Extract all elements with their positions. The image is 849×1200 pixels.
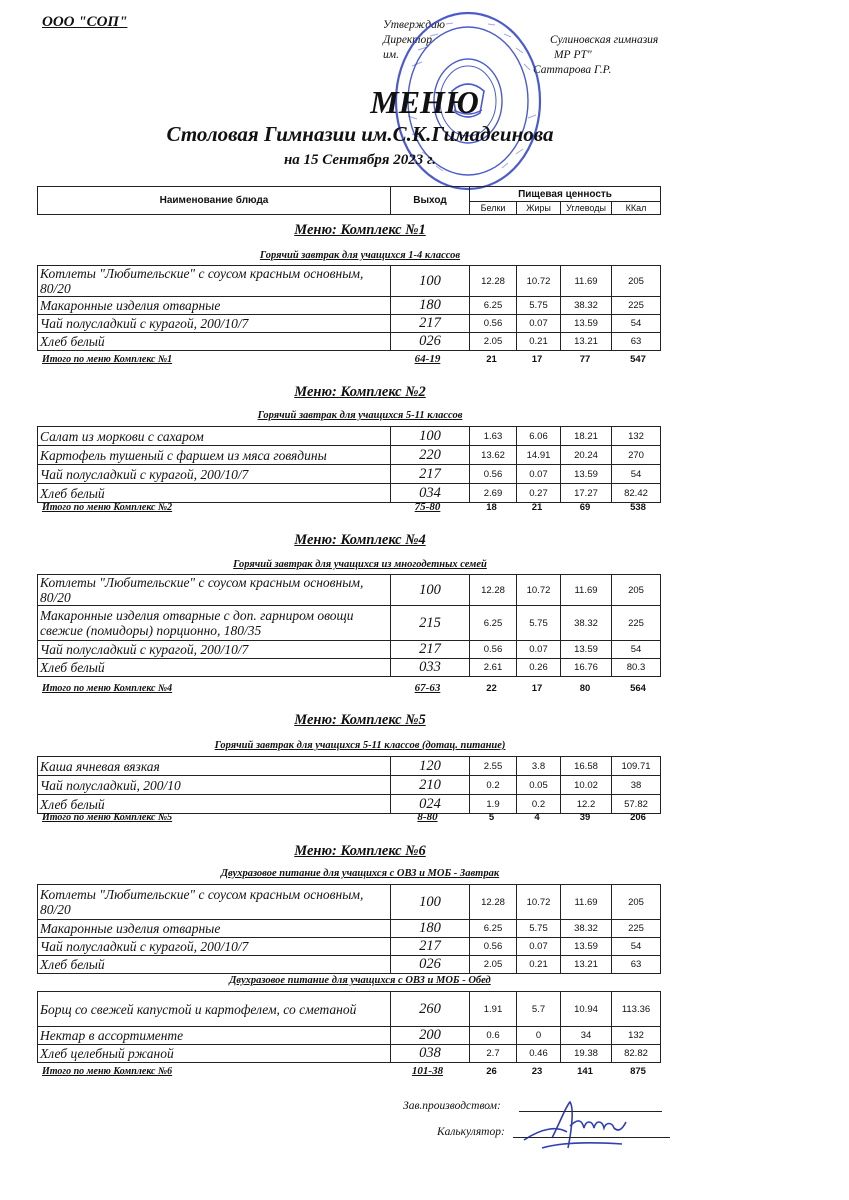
dish-carbs: 13.59 bbox=[561, 938, 612, 956]
approve-line-2b: Сулиновская гимназия bbox=[549, 34, 659, 46]
dish-proteins: 0.56 bbox=[470, 641, 517, 659]
dish-proteins: 0.2 bbox=[470, 776, 517, 795]
dish-kcal: 132 bbox=[612, 1027, 661, 1045]
dish-name: Хлеб белый bbox=[38, 333, 391, 351]
total-label: Итого по меню Комплекс №4 bbox=[42, 683, 173, 694]
dish-output: 038 bbox=[391, 1045, 470, 1063]
dish-fats: 0.07 bbox=[517, 938, 561, 956]
handwritten-signature-icon bbox=[522, 1098, 632, 1160]
dish-name: Чай полусладкий с курагой, 200/10/7 bbox=[38, 938, 391, 956]
dish-name: Котлеты "Любительские" с соусом красным основным, 80/20 bbox=[38, 575, 391, 606]
total-carbs: 77 bbox=[579, 354, 591, 365]
table-row bbox=[38, 333, 661, 351]
column-header-table bbox=[37, 186, 661, 215]
dish-carbs: 13.21 bbox=[561, 333, 612, 351]
dish-output: 260 bbox=[391, 992, 470, 1027]
section-title: Меню: Комплекс №1 bbox=[294, 222, 426, 238]
total-fats: 23 bbox=[531, 1066, 543, 1077]
dish-name: Хлеб белый bbox=[38, 795, 391, 814]
dish-carbs: 34 bbox=[561, 1027, 612, 1045]
dish-output: 217 bbox=[391, 938, 470, 956]
meal-title: Двухразовое питание для учащихся с ОВЗ и МОБ - Завтрак bbox=[220, 868, 500, 879]
dish-proteins: 6.25 bbox=[470, 920, 517, 938]
dish-proteins: 1.9 bbox=[470, 795, 517, 814]
dish-fats: 5.75 bbox=[517, 297, 561, 315]
dish-output: 217 bbox=[391, 315, 470, 333]
total-label: Итого по меню Комплекс №2 bbox=[42, 502, 173, 513]
dish-name: Хлеб белый bbox=[38, 956, 391, 974]
dish-carbs: 10.94 bbox=[561, 992, 612, 1027]
dish-output: 200 bbox=[391, 1027, 470, 1045]
dish-proteins: 0.56 bbox=[470, 938, 517, 956]
total-carbs: 141 bbox=[577, 1066, 593, 1077]
dish-kcal: 82.42 bbox=[612, 484, 661, 503]
dish-name: Макаронные изделия отварные с доп. гарниром овощи свежие (помидоры) порционно, 180/35 bbox=[38, 606, 391, 641]
menu-table bbox=[37, 756, 661, 814]
table-row bbox=[38, 465, 661, 484]
dish-proteins: 0.56 bbox=[470, 465, 517, 484]
dish-proteins: 0.6 bbox=[470, 1027, 517, 1045]
dish-proteins: 12.28 bbox=[470, 575, 517, 606]
dish-kcal: 205 bbox=[612, 266, 661, 297]
table-row bbox=[38, 606, 661, 641]
total-output: 67-63 bbox=[414, 682, 441, 694]
table-row bbox=[38, 757, 661, 776]
approve-line-3b: МР РТ" bbox=[553, 49, 592, 61]
dish-proteins: 2.69 bbox=[470, 484, 517, 503]
dish-proteins: 2.05 bbox=[470, 956, 517, 974]
dish-fats: 5.75 bbox=[517, 606, 561, 641]
total-output: 64-19 bbox=[414, 353, 441, 365]
dish-name: Макаронные изделия отварные bbox=[38, 920, 391, 938]
dish-output: 100 bbox=[391, 266, 470, 297]
dish-output: 034 bbox=[391, 484, 470, 503]
table-row bbox=[38, 885, 661, 920]
total-proteins: 26 bbox=[486, 1066, 497, 1077]
table-row bbox=[38, 776, 661, 795]
total-proteins: 21 bbox=[486, 354, 497, 365]
dish-fats: 5.7 bbox=[517, 992, 561, 1027]
dish-fats: 3.8 bbox=[517, 757, 561, 776]
meal-title: Горячий завтрак для учащихся 5-11 классов (дотац. питание) bbox=[214, 740, 506, 751]
dish-kcal: 57.82 bbox=[612, 795, 661, 814]
dish-fats: 0.21 bbox=[517, 956, 561, 974]
dish-proteins: 2.05 bbox=[470, 333, 517, 351]
dish-kcal: 270 bbox=[612, 446, 661, 465]
dish-carbs: 11.69 bbox=[561, 885, 612, 920]
dish-kcal: 109.71 bbox=[612, 757, 661, 776]
dish-output: 220 bbox=[391, 446, 470, 465]
dish-proteins: 2.55 bbox=[470, 757, 517, 776]
dish-name: Котлеты "Любительские" с соусом красным основным, 80/20 bbox=[38, 266, 391, 297]
dish-fats: 0.2 bbox=[517, 795, 561, 814]
total-fats: 17 bbox=[531, 354, 543, 365]
dish-proteins: 2.61 bbox=[470, 659, 517, 677]
section-title: Меню: Комплекс №2 bbox=[294, 384, 426, 400]
total-kcal: 206 bbox=[630, 812, 646, 823]
dish-carbs: 38.32 bbox=[561, 606, 612, 641]
dish-fats: 10.72 bbox=[517, 885, 561, 920]
dish-carbs: 13.59 bbox=[561, 465, 612, 484]
table-row bbox=[38, 575, 661, 606]
menu-table bbox=[37, 991, 661, 1063]
dish-fats: 0 bbox=[517, 1027, 561, 1045]
dish-carbs: 11.69 bbox=[561, 575, 612, 606]
dish-kcal: 205 bbox=[612, 575, 661, 606]
total-label: Итого по меню Комплекс №6 bbox=[42, 1066, 173, 1077]
calculator-label: Калькулятор: bbox=[437, 1126, 505, 1138]
dish-fats: 0.26 bbox=[517, 659, 561, 677]
table-row bbox=[38, 1027, 661, 1045]
dish-kcal: 205 bbox=[612, 885, 661, 920]
dish-proteins: 0.56 bbox=[470, 315, 517, 333]
approve-line-2a: Директор bbox=[383, 34, 432, 46]
dish-output: 217 bbox=[391, 641, 470, 659]
dish-carbs: 10.02 bbox=[561, 776, 612, 795]
table-row bbox=[38, 484, 661, 503]
table-row bbox=[38, 795, 661, 814]
dish-name: Чай полусладкий с курагой, 200/10/7 bbox=[38, 315, 391, 333]
page-subtitle: Столовая Гимназии им.С.К.Гимадеинова bbox=[166, 122, 554, 146]
dish-kcal: 82.82 bbox=[612, 1045, 661, 1063]
dish-proteins: 2.7 bbox=[470, 1045, 517, 1063]
dish-output: 180 bbox=[391, 920, 470, 938]
dish-output: 100 bbox=[391, 427, 470, 446]
dish-name: Борщ со свежей капустой и картофелем, со сметаной bbox=[38, 992, 391, 1027]
dish-fats: 0.27 bbox=[517, 484, 561, 503]
table-row bbox=[38, 446, 661, 465]
dish-fats: 0.07 bbox=[517, 315, 561, 333]
dish-carbs: 12.2 bbox=[561, 795, 612, 814]
dish-carbs: 17.27 bbox=[561, 484, 612, 503]
table-row bbox=[38, 956, 661, 974]
table-row bbox=[38, 266, 661, 297]
approve-line-1: Утверждаю bbox=[383, 19, 445, 31]
dish-name: Картофель тушеный с фаршем из мяса говядины bbox=[38, 446, 391, 465]
col-name-header: Наименование блюда bbox=[38, 187, 391, 215]
dish-output: 026 bbox=[391, 333, 470, 351]
total-proteins: 22 bbox=[486, 683, 497, 694]
col-nutrition-header: Пищевая ценность bbox=[470, 187, 661, 202]
menu-table bbox=[37, 265, 661, 351]
total-label: Итого по меню Комплекс №5 bbox=[42, 812, 173, 823]
dish-name: Хлеб целебный ржаной bbox=[38, 1045, 391, 1063]
dish-proteins: 13.62 bbox=[470, 446, 517, 465]
dish-output: 100 bbox=[391, 885, 470, 920]
dish-kcal: 113.36 bbox=[612, 992, 661, 1027]
dish-proteins: 12.28 bbox=[470, 885, 517, 920]
total-output: 101-38 bbox=[411, 1065, 444, 1077]
dish-kcal: 54 bbox=[612, 641, 661, 659]
total-fats: 17 bbox=[531, 683, 543, 694]
dish-name: Нектар в ассортименте bbox=[38, 1027, 391, 1045]
dish-kcal: 38 bbox=[612, 776, 661, 795]
meal-title: Горячий завтрак для учащихся из многодетных семей bbox=[233, 559, 487, 570]
total-carbs: 39 bbox=[579, 812, 591, 823]
table-row bbox=[38, 1045, 661, 1063]
total-proteins: 5 bbox=[488, 812, 495, 823]
section-title: Меню: Комплекс №4 bbox=[294, 532, 426, 548]
dish-name: Каша ячневая вязкая bbox=[38, 757, 391, 776]
col-carbs-header: Углеводы bbox=[561, 202, 612, 215]
dish-carbs: 11.69 bbox=[561, 266, 612, 297]
dish-name: Котлеты "Любительские" с соусом красным основным, 80/20 bbox=[38, 885, 391, 920]
total-carbs: 80 bbox=[579, 683, 591, 694]
organization-name: ООО "СОП" bbox=[42, 14, 128, 30]
dish-kcal: 63 bbox=[612, 956, 661, 974]
table-row bbox=[38, 920, 661, 938]
table-row bbox=[38, 659, 661, 677]
dish-fats: 5.75 bbox=[517, 920, 561, 938]
dish-fats: 0.07 bbox=[517, 641, 561, 659]
dish-kcal: 54 bbox=[612, 465, 661, 484]
table-row bbox=[38, 641, 661, 659]
dish-proteins: 1.63 bbox=[470, 427, 517, 446]
page-title: МЕНЮ bbox=[370, 84, 479, 120]
dish-proteins: 12.28 bbox=[470, 266, 517, 297]
dish-output: 024 bbox=[391, 795, 470, 814]
dish-kcal: 80.3 bbox=[612, 659, 661, 677]
col-kcal-header: ККал bbox=[612, 202, 661, 215]
dish-kcal: 54 bbox=[612, 938, 661, 956]
dish-kcal: 225 bbox=[612, 920, 661, 938]
dish-carbs: 20.24 bbox=[561, 446, 612, 465]
dish-output: 120 bbox=[391, 757, 470, 776]
dish-name: Чай полусладкий с курагой, 200/10/7 bbox=[38, 641, 391, 659]
dish-output: 033 bbox=[391, 659, 470, 677]
dish-fats: 0.07 bbox=[517, 465, 561, 484]
total-kcal: 564 bbox=[630, 683, 646, 694]
menu-table bbox=[37, 574, 661, 677]
dish-output: 210 bbox=[391, 776, 470, 795]
table-row bbox=[38, 938, 661, 956]
dish-name: Салат из моркови с сахаром bbox=[38, 427, 391, 446]
menu-date: на 15 Сентября 2023 г. bbox=[283, 152, 437, 168]
dish-output: 215 bbox=[391, 606, 470, 641]
dish-kcal: 63 bbox=[612, 333, 661, 351]
production-label: Зав.производством: bbox=[403, 1100, 501, 1112]
total-output: 8-80 bbox=[417, 811, 438, 823]
dish-kcal: 225 bbox=[612, 606, 661, 641]
menu-table bbox=[37, 426, 661, 503]
dish-output: 100 bbox=[391, 575, 470, 606]
dish-fats: 0.21 bbox=[517, 333, 561, 351]
meal-title: Горячий завтрак для учащихся 1-4 классов bbox=[259, 250, 461, 261]
total-fats: 4 bbox=[534, 812, 540, 823]
meal-title: Двухразовое питание для учащихся с ОВЗ и МОБ - Обед bbox=[229, 975, 491, 986]
table-row bbox=[38, 315, 661, 333]
dish-carbs: 38.32 bbox=[561, 297, 612, 315]
dish-fats: 0.05 bbox=[517, 776, 561, 795]
dish-fats: 14.91 bbox=[517, 446, 561, 465]
total-fats: 21 bbox=[531, 502, 543, 513]
total-carbs: 69 bbox=[579, 502, 591, 513]
col-fats-header: Жиры bbox=[517, 202, 561, 215]
total-kcal: 538 bbox=[630, 502, 646, 513]
dish-name: Хлеб белый bbox=[38, 484, 391, 503]
dish-proteins: 6.25 bbox=[470, 606, 517, 641]
total-label: Итого по меню Комплекс №1 bbox=[42, 354, 173, 365]
dish-name: Хлеб белый bbox=[38, 659, 391, 677]
dish-fats: 6.06 bbox=[517, 427, 561, 446]
menu-table bbox=[37, 884, 661, 974]
dish-fats: 0.46 bbox=[517, 1045, 561, 1063]
meal-title: Горячий завтрак для учащихся 5-11 классов bbox=[257, 410, 463, 421]
total-proteins: 18 bbox=[486, 502, 497, 513]
col-proteins-header: Белки bbox=[470, 202, 517, 215]
dish-fats: 10.72 bbox=[517, 266, 561, 297]
dish-proteins: 1.91 bbox=[470, 992, 517, 1027]
dish-output: 217 bbox=[391, 465, 470, 484]
total-output: 75-80 bbox=[414, 501, 441, 513]
dish-carbs: 16.76 bbox=[561, 659, 612, 677]
section-title: Меню: Комплекс №5 bbox=[294, 712, 426, 728]
dish-carbs: 19.38 bbox=[561, 1045, 612, 1063]
dish-fats: 10.72 bbox=[517, 575, 561, 606]
col-output-header: Выход bbox=[391, 187, 470, 215]
dish-carbs: 16.58 bbox=[561, 757, 612, 776]
dish-carbs: 13.59 bbox=[561, 641, 612, 659]
dish-kcal: 132 bbox=[612, 427, 661, 446]
table-row bbox=[38, 427, 661, 446]
director-name: Саттарова Г.Р. bbox=[533, 64, 612, 76]
total-kcal: 875 bbox=[630, 1066, 646, 1077]
dish-proteins: 6.25 bbox=[470, 297, 517, 315]
approve-line-3a: им. bbox=[383, 49, 399, 61]
table-row bbox=[38, 992, 661, 1027]
section-title: Меню: Комплекс №6 bbox=[294, 843, 426, 859]
dish-kcal: 225 bbox=[612, 297, 661, 315]
dish-output: 026 bbox=[391, 956, 470, 974]
dish-kcal: 54 bbox=[612, 315, 661, 333]
dish-carbs: 13.59 bbox=[561, 315, 612, 333]
table-row bbox=[38, 297, 661, 315]
dish-name: Чай полусладкий, 200/10 bbox=[38, 776, 391, 795]
dish-carbs: 18.21 bbox=[561, 427, 612, 446]
dish-carbs: 13.21 bbox=[561, 956, 612, 974]
total-kcal: 547 bbox=[630, 354, 646, 365]
dish-output: 180 bbox=[391, 297, 470, 315]
dish-name: Чай полусладкий с курагой, 200/10/7 bbox=[38, 465, 391, 484]
dish-carbs: 38.32 bbox=[561, 920, 612, 938]
dish-name: Макаронные изделия отварные bbox=[38, 297, 391, 315]
